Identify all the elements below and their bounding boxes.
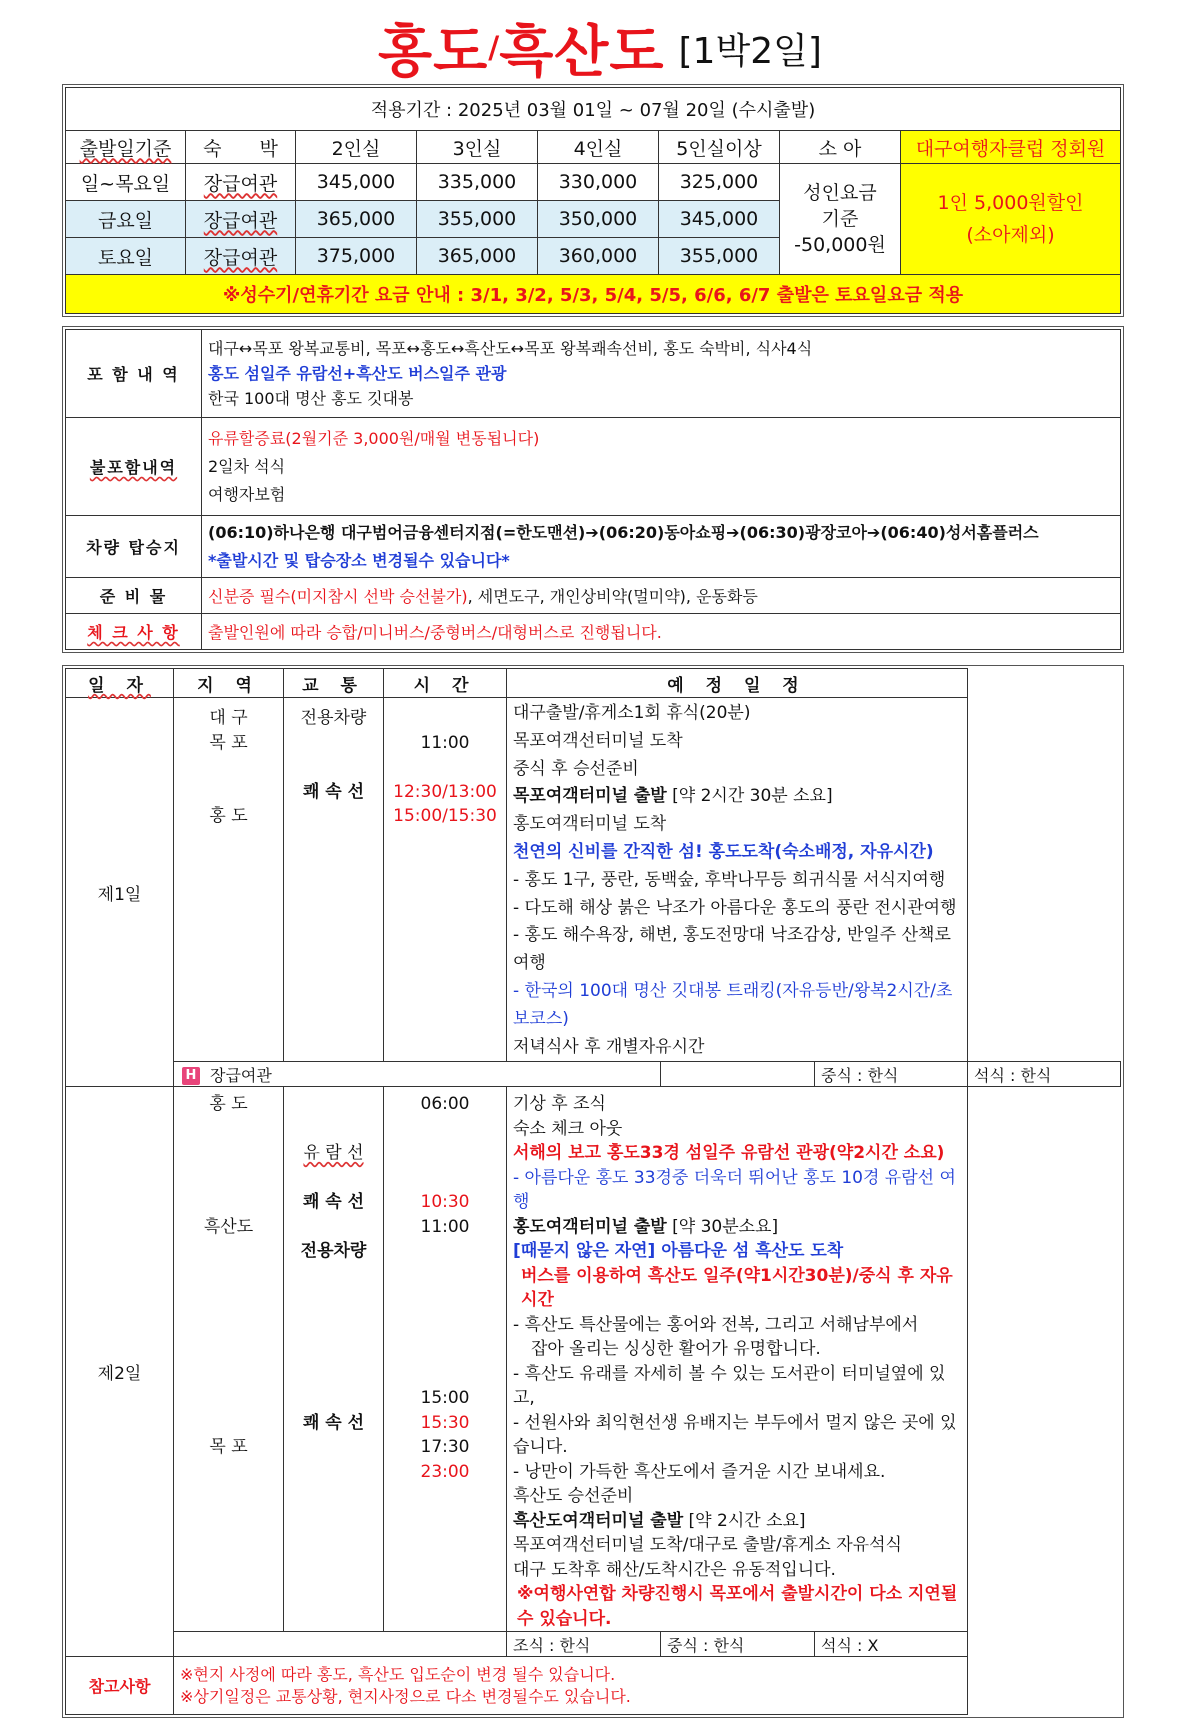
- time: 15:00/15:30: [393, 806, 497, 826]
- time: 17:30: [420, 1437, 470, 1458]
- itinerary-item: - 아름다운 홍도 33경중 더욱더 뛰어난 홍도 10경 유람선 여행: [513, 1167, 956, 1213]
- header-date: 일 자: [66, 669, 174, 698]
- time: 15:30: [420, 1412, 470, 1433]
- itinerary-item: - 선원사와 최익현선생 유배지는 부두에서 멀지 않은 곳에 있습니다.: [513, 1412, 957, 1458]
- header-child: 소 아: [780, 131, 901, 164]
- price-row: [66, 164, 1121, 201]
- itinerary-item: 기상 후 조식: [513, 1094, 606, 1115]
- day1-hotel: [174, 1062, 661, 1087]
- time: 12:30/13:00: [393, 781, 497, 802]
- check-content: 출발인원에 따라 승합/미니버스/중형버스/대형버스로 진행됩니다.: [202, 614, 1121, 650]
- price-2person: 375,000: [296, 238, 417, 275]
- price-header-row: [66, 131, 1121, 164]
- page-title: [0, 8, 1200, 85]
- boarding-content: [202, 516, 1121, 578]
- itinerary-item: - 홍도 해수욕장, 해변, 홍도전망대 낙조감상, 반일주 산책로여행: [513, 925, 951, 974]
- itinerary-duration: [약 2시간 소요]: [688, 1510, 806, 1531]
- itinerary-duration: [약 2시간 30분 소요]: [672, 786, 833, 807]
- hotel-name: 장급여관: [210, 1065, 272, 1085]
- prep-label: 준 비 물: [66, 578, 202, 614]
- boarding-label: 차량 탑승지: [66, 516, 202, 578]
- transport: 쾌 속 선: [302, 1412, 365, 1433]
- price-5person: 345,000: [659, 201, 780, 238]
- title-duration: [1박2일]: [678, 30, 822, 72]
- header-5person: 5인실이상: [659, 131, 780, 164]
- itinerary-item: [513, 1215, 961, 1240]
- transport: 전용차량: [300, 1241, 367, 1262]
- info-section: [62, 326, 1124, 653]
- day-type: 토요일: [66, 238, 186, 275]
- region: 홍 도: [209, 1094, 248, 1115]
- itinerary-item: 목포여객선터미널 도착/대구로 출발/휴게소 자유석식: [513, 1535, 902, 1556]
- header-time: 시 간: [384, 669, 507, 698]
- exclude-item: 2일차 석식: [208, 456, 286, 476]
- itinerary-item: 대구출발/휴게소1회 휴식(20분): [513, 703, 751, 723]
- info-table: [65, 329, 1121, 650]
- day1-lunch: 중식 : 한식: [815, 1062, 968, 1087]
- region: 목 포: [209, 1437, 248, 1458]
- time: 11:00: [420, 1216, 470, 1237]
- peak-season-note: ※성수기/연휴기간 요금 안내 : 3/1, 3/2, 5/3, 5/4, 5/5, 6/6, 6/7 출발은 토요일요금 적용: [66, 275, 1121, 314]
- itinerary-item: [513, 1509, 961, 1534]
- schedule-table: [65, 668, 1121, 1715]
- itinerary-item: 저녁식사 후 개별자유시간: [513, 1036, 705, 1057]
- transport: 쾌 속 선: [302, 781, 365, 802]
- title-hongdo: 홍도: [378, 20, 489, 85]
- include-content: [202, 330, 1121, 418]
- itinerary-item: - 흑산도 유래를 자세히 볼 수 있는 도서관이 터미널옆에 있고,: [513, 1363, 946, 1409]
- day2-lunch: 중식 : 한식: [661, 1632, 815, 1657]
- region: 홍 도: [209, 806, 248, 826]
- price-table: [65, 87, 1121, 314]
- header-transport: 교 통: [284, 669, 384, 698]
- transport: 유 람 선: [303, 1143, 364, 1164]
- day2-regions: [174, 1087, 284, 1632]
- region: 흑산도: [203, 1216, 254, 1237]
- day2-transport: [284, 1087, 384, 1632]
- apply-period: 적용기간 : 2025년 03월 01일 ~ 07월 20일 (수시출발): [66, 88, 1121, 131]
- include-item: 홍도 섬일주 유람선+흑산도 버스일주 관광: [208, 364, 507, 383]
- day-type: 금요일: [66, 201, 186, 238]
- itinerary-item: 버스를 이용하여 흑산도 일주(약1시간30분)/중식 후 자유시간: [521, 1265, 953, 1311]
- reference-label: 참고사항: [66, 1657, 174, 1715]
- day2-itinerary: [507, 1087, 968, 1632]
- time: 10:30: [420, 1192, 470, 1213]
- include-label: 포 함 내 역: [66, 330, 202, 418]
- header-itinerary: 예 정 일 정: [507, 669, 968, 698]
- schedule-header-row: [66, 669, 1121, 698]
- hotel-icon: H: [182, 1067, 200, 1085]
- title-slash: /: [488, 30, 500, 66]
- itinerary-item: [때묻지 않은 자연] 아름다운 섬 흑산도 도착: [513, 1241, 844, 1262]
- check-label: 체 크 사 항: [66, 614, 202, 650]
- exclude-content: [202, 418, 1121, 516]
- child-price-line: -50,000원: [794, 234, 886, 256]
- day1-dinner: 석식 : 한식: [968, 1062, 1121, 1087]
- itinerary-item: 대구 도착후 해산/도착시간은 유동적입니다.: [513, 1559, 836, 1580]
- boarding-route: (06:10)하나은행 대구범어금융센터지점(=한도맨션)➔(06:20)동아쇼핑➔(06:30)광장코아➔(06:40)성서홈플러스: [208, 522, 1039, 542]
- itinerary-item: 목포여객선터미널 도착: [513, 730, 683, 751]
- header-3person: 3인실: [417, 131, 538, 164]
- itinerary-item: - 홍도 1구, 풍란, 동백숲, 후박나무등 희귀식물 서식지여행: [513, 869, 946, 890]
- itinerary-item: - 흑산도 특산물에는 홍어와 전복, 그리고 서해남부에서: [513, 1314, 919, 1335]
- itinerary-item: ※여행사연합 차량진행시 목포에서 출발시간이 다소 지연될수 있습니다.: [517, 1584, 958, 1629]
- reference-item: ※상기일정은 교통상황, 현지사정으로 다소 변경될수도 있습니다.: [180, 1686, 631, 1706]
- prep-content: [202, 578, 1121, 614]
- exclude-label: 불포함내역: [66, 418, 202, 516]
- day1-transport: [284, 698, 384, 1062]
- day1-meal-row: [66, 1062, 1121, 1087]
- itinerary-item: 서해의 보고 홍도33경 섬일주 유람선 관광(약2시간 소요): [513, 1143, 945, 1164]
- header-4person: 4인실: [538, 131, 659, 164]
- price-5person: 355,000: [659, 238, 780, 275]
- itinerary-item: 잡아 올리는 싱싱한 활어가 유명합니다.: [531, 1339, 821, 1360]
- price-4person: 360,000: [538, 238, 659, 275]
- prep-others: , 세면도구, 개인상비약(멀미약), 운동화등: [467, 587, 758, 606]
- price-5person: 325,000: [659, 164, 780, 201]
- itinerary-highlight: 홍도여객터미널 출발: [513, 1216, 667, 1237]
- itinerary-item: - 한국의 100대 명산 깃대봉 트래킹(자유등반/왕복2시간/초보코스): [513, 980, 953, 1029]
- day2-dinner: 석식 : X: [815, 1632, 968, 1657]
- child-price: [780, 164, 901, 275]
- itinerary-duration: [약 30분소요]: [672, 1216, 779, 1237]
- member-discount-line: (소아제외): [966, 224, 1055, 246]
- day1-regions: [174, 698, 284, 1062]
- include-item: 대구↔목포 왕복교통비, 목포↔홍도↔흑산도↔목포 왕복쾌속선비, 홍도 숙박비, 식사4식: [208, 339, 813, 358]
- itinerary-highlight: 흑산도여객터미널 출발: [513, 1510, 684, 1531]
- time: 23:00: [420, 1461, 470, 1482]
- price-2person: 345,000: [296, 164, 417, 201]
- day1-label: 제1일: [66, 698, 174, 1087]
- itinerary-item: 홍도여객터미널 도착: [513, 814, 667, 835]
- header-2person: 2인실: [296, 131, 417, 164]
- boarding-note: *출발시간 및 탑승장소 변경될수 있습니다*: [208, 550, 510, 570]
- lodging-type: 장급여관: [186, 201, 296, 238]
- itinerary-item: 천연의 신비를 간직한 섬! 홍도도착(숙소배정, 자유시간): [513, 841, 934, 862]
- region: 대 구: [209, 708, 248, 728]
- day-type: 일~목요일: [66, 164, 186, 201]
- transport: 전용차량: [300, 708, 367, 728]
- price-section: [62, 84, 1124, 317]
- exclude-item: 여행자보험: [208, 484, 286, 504]
- price-4person: 350,000: [538, 201, 659, 238]
- header-departure: 출발일기준: [66, 131, 186, 164]
- lodging-type: 장급여관: [186, 238, 296, 275]
- schedule-section: [62, 665, 1124, 1718]
- time: 06:00: [420, 1094, 470, 1115]
- member-discount-line: 1인 5,000원할인: [937, 192, 1084, 214]
- day2-meal-row: [66, 1632, 1121, 1657]
- itinerary-highlight: 목포여객터미널 출발: [513, 786, 667, 807]
- header-region: 지 역: [174, 669, 284, 698]
- price-3person: 365,000: [417, 238, 538, 275]
- price-3person: 335,000: [417, 164, 538, 201]
- child-price-line: 기준: [821, 208, 859, 230]
- itinerary-item: 중식 후 승선준비: [513, 758, 639, 779]
- member-discount: [901, 164, 1121, 275]
- header-member: 대구여행자클럽 정회원: [901, 131, 1121, 164]
- day1-times: [384, 698, 507, 1062]
- price-2person: 365,000: [296, 201, 417, 238]
- transport: 쾌 속 선: [302, 1192, 365, 1213]
- region: 목 포: [209, 732, 248, 753]
- reference-content: [174, 1657, 968, 1715]
- child-price-line: 성인요금: [803, 182, 877, 204]
- price-3person: 355,000: [417, 201, 538, 238]
- time: 15:00: [420, 1388, 470, 1409]
- include-item: 한국 100대 명산 홍도 깃대봉: [208, 389, 414, 408]
- day2-times: [384, 1087, 507, 1632]
- prep-required: 신분증 필수(미지참시 선박 승선불가): [208, 587, 468, 606]
- day2-breakfast: 조식 : 한식: [507, 1632, 661, 1657]
- reference-item: ※현지 사정에 따라 홍도, 흑산도 입도순이 변경 될수 있습니다.: [180, 1664, 616, 1684]
- exclude-item: 유류할증료(2월기준 3,000원/매월 변동됩니다): [208, 428, 540, 448]
- time: 11:00: [420, 732, 470, 753]
- day1-itinerary: [507, 698, 968, 1062]
- header-lodging: 숙 박: [186, 131, 296, 164]
- lodging-type: 장급여관: [186, 164, 296, 201]
- itinerary-item: - 다도해 해상 붉은 낙조가 아름다운 홍도의 풍란 전시관여행: [513, 897, 957, 918]
- day2-label: 제2일: [66, 1087, 174, 1657]
- price-4person: 330,000: [538, 164, 659, 201]
- itinerary-item: [513, 783, 961, 811]
- title-heuksando: 흑산도: [499, 20, 665, 85]
- itinerary-item: 숙소 체크 아웃: [513, 1118, 623, 1139]
- itinerary-item: - 낭만이 가득한 흑산도에서 즐거운 시간 보내세요.: [513, 1461, 886, 1482]
- itinerary-item: 흑산도 승선준비: [513, 1486, 634, 1507]
